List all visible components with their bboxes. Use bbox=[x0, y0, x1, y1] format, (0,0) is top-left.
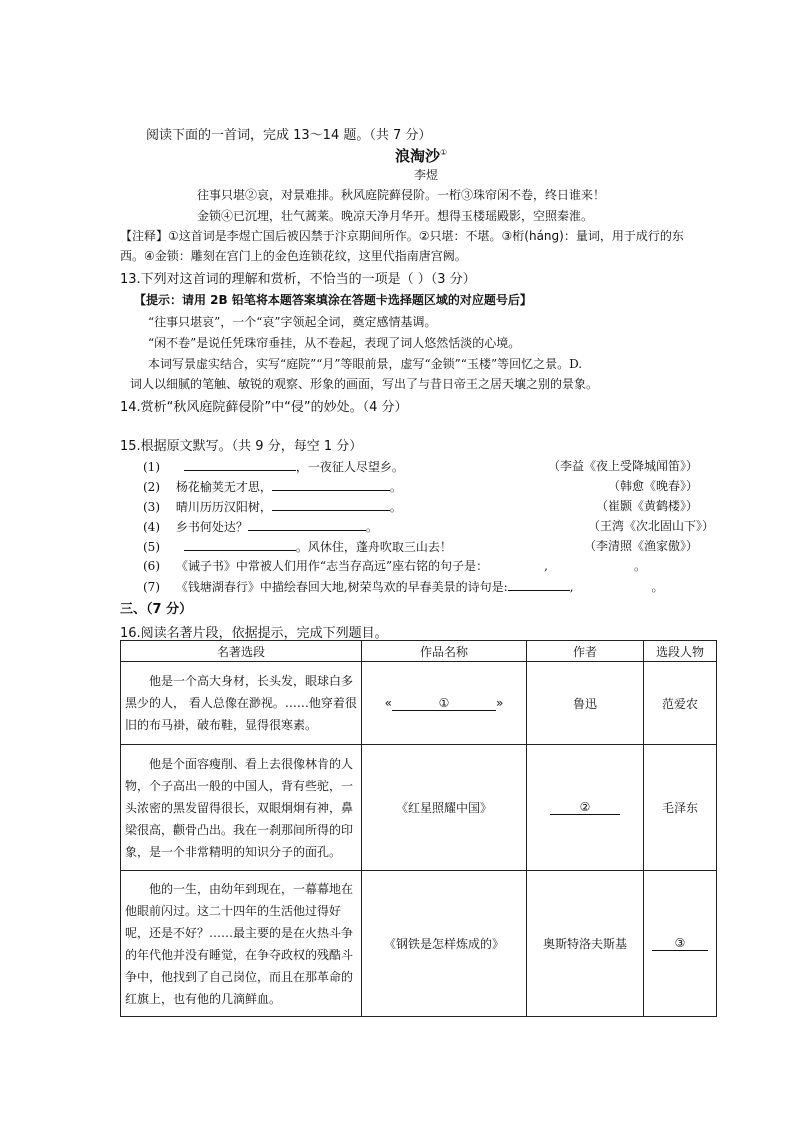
q15-item-5 bbox=[143, 537, 452, 555]
q14-stem: 14.赏析“秋风庭院藓侵阶”中“侵”的妙处。（4 分） bbox=[120, 400, 408, 415]
person-cell bbox=[644, 871, 717, 1017]
q15-item-1 bbox=[143, 457, 404, 475]
poem-line-2: 金锁④已沉埋，壮气蒿莱。晚凉天净月华开。想得玉楼瑶殿影，空照秦淮。 bbox=[197, 209, 594, 223]
fill-blank[interactable] bbox=[272, 477, 390, 491]
item-text: 《诫子书》中常被人们用作“志当存高远”座右铭的句子是： bbox=[175, 559, 489, 573]
table-row bbox=[121, 871, 717, 1017]
poem-title-footnote: ① bbox=[440, 148, 448, 157]
author-cell: 奥斯特洛夫斯基 bbox=[527, 871, 644, 1017]
item-text: 。风休住，蓬舟吹取三山去！ bbox=[295, 540, 452, 554]
item-number: (1) bbox=[143, 460, 160, 474]
notes-line-1: 【注释】①这首词是李煜亡国后被囚禁于汴京期间所作。②只堪：不堪。③桁(hánɡ)：量词，用于成行的东 bbox=[120, 229, 684, 243]
notes-line-2: 西。④金锁：雕刻在宫门上的金色连锁花纹，这里代指南唐宫阙。 bbox=[120, 249, 467, 263]
excerpt-cell: 他是一个高大身材，长头发，眼球白多黑少的人， 看人总像在渺视。……他穿着很旧的布马褂，破布鞋，显得很寒素。 bbox=[121, 662, 362, 745]
q15-item-2-source: （韩愈《晚春》） bbox=[607, 479, 698, 493]
q15-item-5-source: （李清照《渔家傲》） bbox=[583, 539, 698, 553]
person-cell: 毛泽东 bbox=[644, 745, 717, 871]
author-cell: 鲁迅 bbox=[527, 662, 644, 745]
item-text: 《钱塘湖春行》中描绘春回大地,树荣鸟欢的早春美景的诗句是: bbox=[175, 580, 508, 594]
q15-item-3: (3) 晴川历历汉阳树， 。 bbox=[143, 497, 402, 515]
q15-item-4-source: （王湾《次北固山下》） bbox=[587, 519, 714, 533]
q15-item-7: (7) 《钱塘湖春行》中描绘春回大地,树荣鸟欢的早春美景的诗句是: , 。 bbox=[143, 577, 664, 595]
fill-blank[interactable] bbox=[508, 577, 570, 591]
novels-table bbox=[120, 640, 717, 1017]
answer-blank-3[interactable]: ③ bbox=[652, 936, 708, 951]
header-person: 选段人物 bbox=[644, 641, 717, 662]
item-text: 杨花榆荚无才思， bbox=[175, 480, 272, 494]
fill-blank[interactable] bbox=[574, 578, 652, 591]
excerpt-cell: 他的一生，由幼年到现在，一幕幕地在他眼前闪过。这二十四年的生活他过得好呢，还是不好？……最主要的是在火热斗争的年代他并没有睡觉，在争夺政权的残酷斗争中，他找到了自己岗位，而且在那革命的红旗上，也有他的几滴鲜血。 bbox=[121, 871, 362, 1017]
header-work: 作品名称 bbox=[362, 641, 527, 662]
item-number: (2) bbox=[143, 480, 160, 494]
author-cell bbox=[527, 745, 644, 871]
item-number: (6) bbox=[143, 559, 160, 573]
item-text: ，一夜征人尽望乡。 bbox=[295, 460, 404, 474]
item-text: 乡书何处达？ bbox=[175, 520, 248, 534]
q15-item-4: (4) 乡书何处达？ 。 bbox=[143, 517, 378, 535]
q15-item-1-source: （李益《夜上受降城闻笛》） bbox=[547, 459, 698, 473]
q15-stem: 15.根据原文默写。（共 9 分，每空 1 分） bbox=[120, 439, 363, 454]
item-number: (4) bbox=[143, 520, 160, 534]
q15-item-6: (6) 《诫子书》中常被人们用作“志当存高远”座右铭的句子是： , 。 bbox=[143, 559, 646, 573]
header-excerpt: 名著选段 bbox=[121, 641, 362, 662]
header-author: 作者 bbox=[527, 641, 644, 662]
poem-author: 李煜 bbox=[414, 168, 439, 182]
fill-blank[interactable] bbox=[488, 557, 544, 570]
fill-blank[interactable] bbox=[272, 497, 390, 511]
q13-option-a: “往事只堪哀”，一个“哀”字领起全词，奠定感情基调。 bbox=[148, 315, 437, 329]
fill-blank[interactable] bbox=[548, 557, 634, 570]
work-cell: « ① » bbox=[362, 662, 527, 745]
q15-item-3-source: （崔颢《黄鹤楼》） bbox=[595, 499, 698, 513]
table-header-row bbox=[121, 641, 717, 662]
answer-blank-2[interactable]: ② bbox=[550, 800, 620, 815]
q13-option-b: “闲不卷”是说任凭珠帘垂挂，从不卷起，表现了词人悠然恬淡的心境。 bbox=[148, 336, 521, 350]
excerpt-cell: 他是个面容瘦削、看上去很像林肯的人物，个子高出一般的中国人，背有些驼，一头浓密的黑发留得很长，双眼炯炯有神，鼻梁很高，颧骨凸出。我在一刹那间所得的印象，是一个非常精明的知识分子的面孔。 bbox=[121, 745, 362, 871]
q13-stem: 13.下列对这首词的理解和赏析，不恰当的一项是（ ）（3 分） bbox=[120, 272, 476, 287]
fill-blank[interactable] bbox=[184, 457, 296, 471]
work-cell: 《红星照耀中国》 bbox=[362, 745, 527, 871]
poem-title bbox=[395, 145, 447, 166]
fill-blank[interactable] bbox=[184, 537, 296, 551]
table-row bbox=[121, 745, 717, 871]
q16-stem: 16.阅读名著片段，依据提示，完成下列题目。 bbox=[120, 626, 388, 641]
item-number: (5) bbox=[143, 540, 160, 554]
passage-intro: 阅读下面的一首词，完成 13～14 题。（共 7 分） bbox=[146, 128, 432, 143]
poem-line-1: 往事只堪②哀，对景难排。秋风庭院藓侵阶。一桁③珠帘闲不卷，终日谁来！ bbox=[197, 188, 606, 202]
person-cell: 范爱农 bbox=[644, 662, 717, 745]
q13-option-d: 词人以细腻的笔触、敏锐的观察、形象的画面，写出了与昔日帝王之居天壤之别的景象。 bbox=[130, 377, 599, 391]
section-heading: 三、（7 分） bbox=[120, 602, 193, 617]
q13-tip: 【提示：请用 2B 铅笔将本题答案填涂在答题卡选择题区域的对应题号后】 bbox=[134, 293, 532, 307]
item-number: (7) bbox=[143, 580, 160, 594]
item-text: 晴川历历汉阳树， bbox=[175, 500, 272, 514]
poem-title-text: 浪淘沙 bbox=[395, 147, 441, 165]
table-row bbox=[121, 662, 717, 745]
fill-blank[interactable] bbox=[248, 517, 366, 531]
work-cell: 《钢铁是怎样炼成的》 bbox=[362, 871, 527, 1017]
q15-item-2: (2) 杨花榆荚无才思， 。 bbox=[143, 477, 402, 495]
item-number: (3) bbox=[143, 500, 160, 514]
q13-option-c: 本词写景虚实结合，实写“庭院”“月”等眼前景，虚写“金锁”“玉楼”等回忆之景。D. bbox=[148, 357, 583, 371]
answer-blank-1[interactable]: ① bbox=[392, 696, 496, 711]
